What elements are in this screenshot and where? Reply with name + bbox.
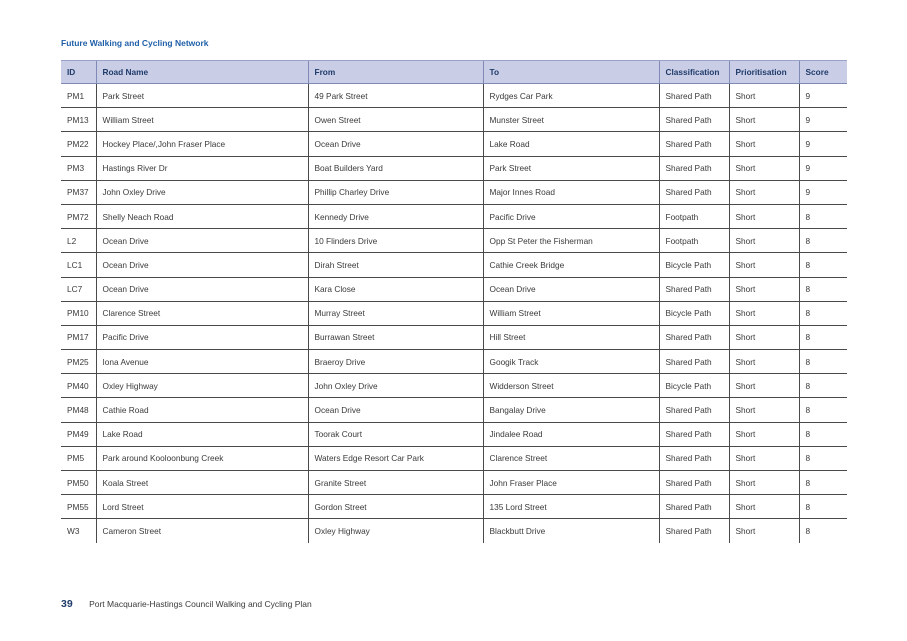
cell-prioritisation: Short	[729, 108, 799, 132]
cell-to: Jindalee Road	[483, 422, 659, 446]
cell-score: 8	[799, 519, 847, 543]
cell-classification: Shared Path	[659, 471, 729, 495]
cell-road-name: Ocean Drive	[96, 253, 308, 277]
cell-to: Rydges Car Park	[483, 84, 659, 108]
cell-classification: Shared Path	[659, 108, 729, 132]
cell-from: 49 Park Street	[308, 84, 483, 108]
cell-score: 8	[799, 253, 847, 277]
cell-id: LC7	[61, 277, 96, 301]
cell-classification: Bicycle Path	[659, 253, 729, 277]
cell-from: Ocean Drive	[308, 132, 483, 156]
column-header-classification: Classification	[659, 61, 729, 84]
cell-to: Lake Road	[483, 132, 659, 156]
cell-id: PM5	[61, 446, 96, 470]
cell-score: 8	[799, 350, 847, 374]
cell-to: William Street	[483, 301, 659, 325]
cell-id: PM37	[61, 180, 96, 204]
cell-prioritisation: Short	[729, 84, 799, 108]
cell-score: 8	[799, 229, 847, 253]
table-row	[61, 374, 847, 398]
cell-to: Blackbutt Drive	[483, 519, 659, 543]
cell-to: Cathie Creek Bridge	[483, 253, 659, 277]
cell-prioritisation: Short	[729, 446, 799, 470]
cell-from: Kennedy Drive	[308, 204, 483, 228]
cell-to: 135 Lord Street	[483, 495, 659, 519]
table-row	[61, 471, 847, 495]
table-row	[61, 180, 847, 204]
cell-score: 8	[799, 301, 847, 325]
table-row	[61, 495, 847, 519]
column-header-id: ID	[61, 61, 96, 84]
cell-prioritisation: Short	[729, 325, 799, 349]
cell-prioritisation: Short	[729, 301, 799, 325]
cell-to: Googik Track	[483, 350, 659, 374]
cell-score: 9	[799, 84, 847, 108]
cell-prioritisation: Short	[729, 398, 799, 422]
table-row	[61, 422, 847, 446]
cell-classification: Shared Path	[659, 180, 729, 204]
cell-score: 8	[799, 325, 847, 349]
cell-from: Ocean Drive	[308, 398, 483, 422]
table-row	[61, 204, 847, 228]
cell-to: Ocean Drive	[483, 277, 659, 301]
cell-classification: Shared Path	[659, 495, 729, 519]
cell-prioritisation: Short	[729, 253, 799, 277]
table-row	[61, 132, 847, 156]
cell-id: PM1	[61, 84, 96, 108]
cell-to: Munster Street	[483, 108, 659, 132]
cell-from: John Oxley Drive	[308, 374, 483, 398]
cell-from: Dirah Street	[308, 253, 483, 277]
cell-score: 8	[799, 277, 847, 301]
cell-classification: Footpath	[659, 204, 729, 228]
cell-prioritisation: Short	[729, 374, 799, 398]
cell-prioritisation: Short	[729, 471, 799, 495]
cell-prioritisation: Short	[729, 204, 799, 228]
cell-prioritisation: Short	[729, 422, 799, 446]
cell-prioritisation: Short	[729, 519, 799, 543]
cell-to: Opp St Peter the Fisherman	[483, 229, 659, 253]
cell-from: Oxley Highway	[308, 519, 483, 543]
table-row	[61, 229, 847, 253]
cell-to: Major Innes Road	[483, 180, 659, 204]
table-row	[61, 301, 847, 325]
cell-classification: Shared Path	[659, 446, 729, 470]
cell-from: Waters Edge Resort Car Park	[308, 446, 483, 470]
cell-score: 8	[799, 446, 847, 470]
document-title: Port Macquarie-Hastings Council Walking and Cycling Plan	[89, 599, 312, 609]
page-footer	[61, 598, 312, 610]
cell-classification: Shared Path	[659, 519, 729, 543]
cell-classification: Shared Path	[659, 156, 729, 180]
cell-from: Braeroy Drive	[308, 350, 483, 374]
cell-prioritisation: Short	[729, 277, 799, 301]
cell-score: 8	[799, 398, 847, 422]
cell-id: W3	[67, 525, 80, 536]
cell-from: Boat Builders Yard	[308, 156, 483, 180]
cell-road-name: Cameron Street	[96, 519, 308, 543]
cell-score: 8	[799, 495, 847, 519]
section-title: Future Walking and Cycling Network	[61, 38, 209, 48]
table-header	[61, 61, 847, 84]
cell-road-name: Iona Avenue	[96, 350, 308, 374]
cell-to: Bangalay Drive	[483, 398, 659, 422]
column-header-to: To	[483, 61, 659, 84]
table-row	[61, 325, 847, 349]
table-row	[61, 350, 847, 374]
cell-id: PM22	[61, 132, 96, 156]
table-row	[61, 156, 847, 180]
cell-road-name: Pacific Drive	[96, 325, 308, 349]
cell-road-name: John Oxley Drive	[96, 180, 308, 204]
cell-to: Hill Street	[483, 325, 659, 349]
cell-road-name: Ocean Drive	[96, 229, 308, 253]
cell-id: PM72	[61, 204, 96, 228]
cell-id: L2	[61, 229, 96, 253]
cell-id: PM49	[61, 422, 96, 446]
cell-score: 8	[799, 471, 847, 495]
cell-from: Owen Street	[308, 108, 483, 132]
cell-id: PM13	[61, 108, 96, 132]
cell-id: PM40	[61, 374, 96, 398]
cell-id: PM48	[61, 398, 96, 422]
cell-classification: Shared Path	[659, 350, 729, 374]
table-row	[61, 108, 847, 132]
cell-score: 9	[799, 132, 847, 156]
column-header-from: From	[308, 61, 483, 84]
table-body	[61, 84, 847, 543]
cell-road-name: Cathie Road	[96, 398, 308, 422]
cell-road-name: William Street	[96, 108, 308, 132]
cell-score: 8	[799, 204, 847, 228]
cell-to: Widderson Street	[483, 374, 659, 398]
cell-road-name: Shelly Neach Road	[96, 204, 308, 228]
cell-road-name: Koala Street	[96, 471, 308, 495]
cell-score: 8	[799, 374, 847, 398]
column-header-prioritisation: Prioritisation	[729, 61, 799, 84]
cell-road-name: Lake Road	[96, 422, 308, 446]
cell-from: Granite Street	[308, 471, 483, 495]
table-row	[61, 398, 847, 422]
cell-id: PM3	[61, 156, 96, 180]
table-row	[61, 253, 847, 277]
cell-road-name: Clarence Street	[96, 301, 308, 325]
walking-cycling-network-table	[61, 60, 847, 543]
table-row	[61, 519, 847, 543]
cell-prioritisation: Short	[729, 229, 799, 253]
cell-classification: Shared Path	[659, 277, 729, 301]
cell-from: Gordon Street	[308, 495, 483, 519]
cell-classification: Bicycle Path	[659, 301, 729, 325]
cell-from: Burrawan Street	[308, 325, 483, 349]
cell-prioritisation: Short	[729, 350, 799, 374]
cell-classification: Shared Path	[659, 325, 729, 349]
table-row	[61, 446, 847, 470]
cell-id: PM10	[61, 301, 96, 325]
cell-score: 9	[799, 108, 847, 132]
cell-to: Park Street	[483, 156, 659, 180]
cell-road-name: Lord Street	[96, 495, 308, 519]
cell-from: Murray Street	[308, 301, 483, 325]
cell-to: Pacific Drive	[483, 204, 659, 228]
cell-id: PM50	[61, 471, 96, 495]
cell-score: 9	[799, 156, 847, 180]
cell-prioritisation: Short	[729, 156, 799, 180]
cell-from: Phillip Charley Drive	[308, 180, 483, 204]
cell-road-name: Ocean Drive	[96, 277, 308, 301]
cell-classification: Shared Path	[659, 132, 729, 156]
header-row	[61, 61, 847, 84]
cell-classification: Footpath	[659, 229, 729, 253]
page-number: 39	[61, 598, 73, 610]
cell-to: Clarence Street	[483, 446, 659, 470]
cell-road-name: Hastings River Dr	[96, 156, 308, 180]
column-header-score: Score	[799, 61, 847, 84]
cell-road-name: Park around Kooloonbung Creek	[96, 446, 308, 470]
cell-id: PM55	[61, 495, 96, 519]
cell-id: LC1	[61, 253, 96, 277]
cell-classification: Bicycle Path	[659, 374, 729, 398]
cell-prioritisation: Short	[729, 495, 799, 519]
cell-id: PM25	[61, 350, 96, 374]
cell-road-name: Oxley Highway	[96, 374, 308, 398]
column-header-road-name: Road Name	[96, 61, 308, 84]
cell-classification: Shared Path	[659, 422, 729, 446]
cell-prioritisation: Short	[729, 180, 799, 204]
cell-prioritisation: Short	[729, 132, 799, 156]
table-row	[61, 84, 847, 108]
cell-classification: Shared Path	[659, 84, 729, 108]
cell-road-name: Park Street	[96, 84, 308, 108]
cell-score: 9	[799, 180, 847, 204]
cell-from: Kara Close	[308, 277, 483, 301]
cell-road-name: Hockey Place/,John Fraser Place	[96, 132, 308, 156]
cell-to: John Fraser Place	[483, 471, 659, 495]
cell-score: 8	[799, 422, 847, 446]
cell-classification: Shared Path	[659, 398, 729, 422]
cell-from: 10 Flinders Drive	[308, 229, 483, 253]
table-row	[61, 277, 847, 301]
cell-id: PM17	[61, 325, 96, 349]
cell-from: Toorak Court	[308, 422, 483, 446]
